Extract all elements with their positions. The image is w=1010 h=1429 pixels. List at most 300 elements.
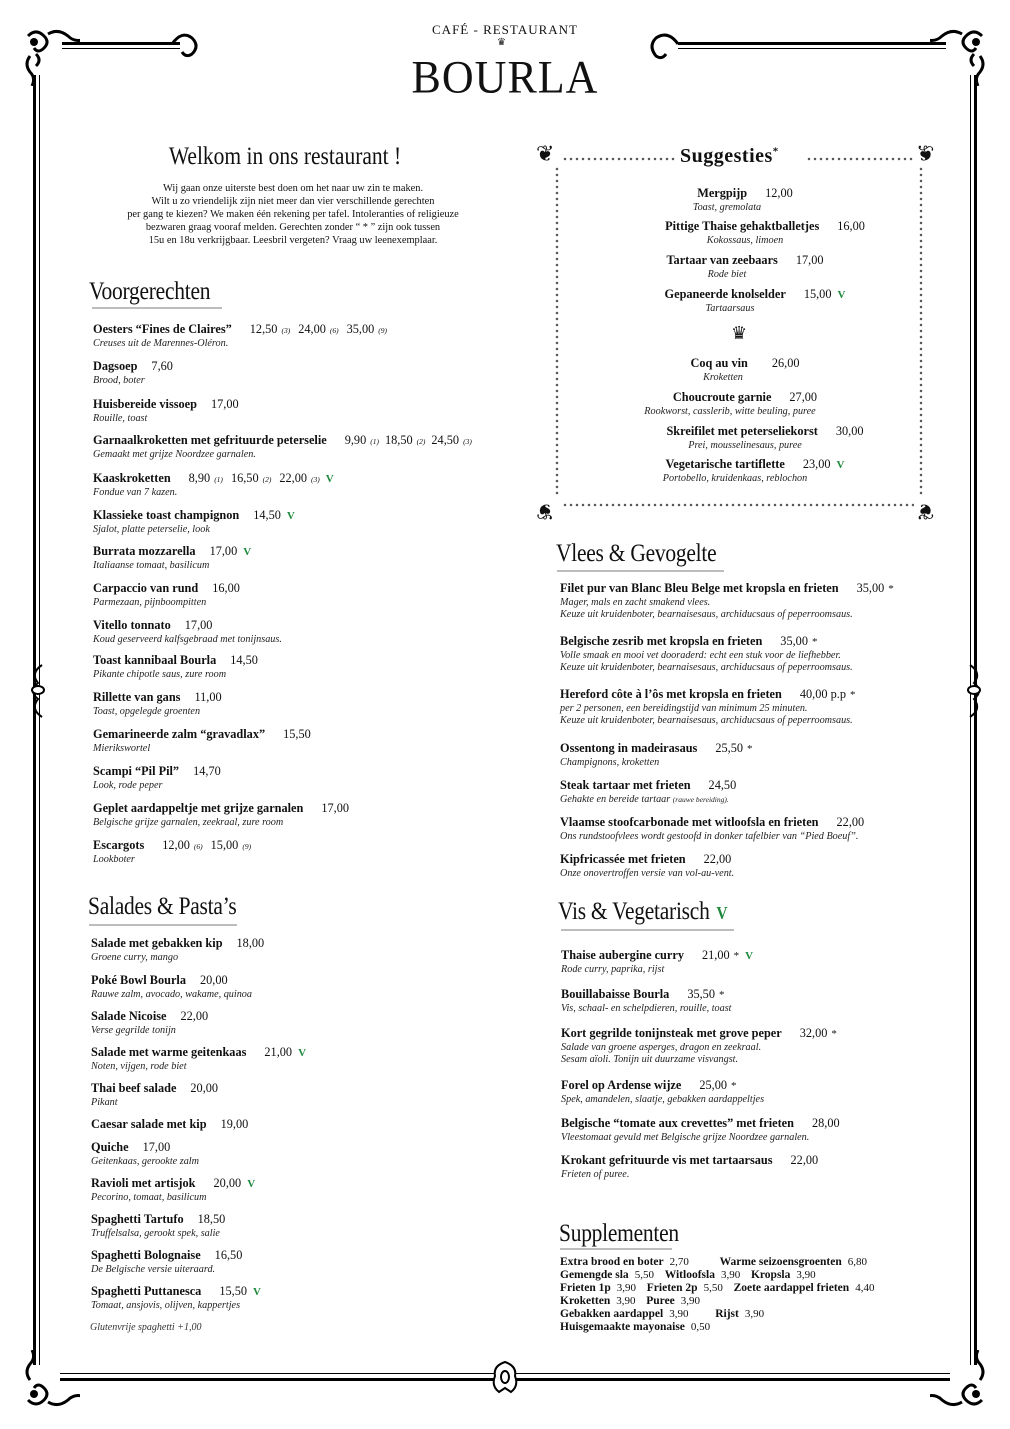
fan-ornament-bottom-right-icon: ❦: [916, 499, 935, 524]
item-name: Garnaalkroketten met gefrituurde peterselie: [93, 433, 327, 447]
menu-item: [93, 579, 240, 609]
menu-item: [560, 685, 855, 727]
scroll-top-left-end-icon: [170, 26, 210, 86]
item-qty: (2): [262, 475, 272, 484]
item-price: 23,00: [802, 457, 831, 471]
menu-item: [93, 651, 258, 681]
item-name: Kaaskroketten: [93, 471, 171, 485]
item-price: 16,50: [230, 471, 259, 485]
asterisk-mark: *: [888, 583, 894, 595]
item-name: Dagsoep: [93, 359, 138, 373]
supplement-name: Kropsla: [750, 1269, 791, 1281]
supplement-name: Witloofsla: [664, 1269, 715, 1281]
item-qty: (6): [329, 326, 339, 335]
item-price: 18,50: [384, 433, 413, 447]
menu-item: [561, 1114, 840, 1144]
fan-ornament-top-right-icon: ❦: [916, 141, 935, 166]
item-price: 24,00: [298, 322, 326, 336]
item-description: Pecorino, tomaat, basilicum: [91, 1192, 207, 1203]
item-description: Lookboter: [93, 854, 135, 865]
item-qty: (9): [242, 842, 252, 851]
supplement-row: [560, 1269, 824, 1281]
frame-left-thin: [39, 75, 40, 1365]
item-name: Geplet aardappeltje met grijze garnalen: [93, 801, 304, 815]
vegetarian-leaf-icon: V: [243, 546, 252, 558]
item-price: 26,00: [771, 356, 800, 370]
menu-item: [560, 850, 734, 880]
item-description: Pikant: [91, 1097, 118, 1108]
item-name: Tartaar van zeebaars: [666, 253, 778, 267]
menu-item: [93, 357, 173, 387]
supplement-price: 4,40: [855, 1282, 875, 1294]
item-price: 35,00: [780, 634, 808, 648]
supplement-row: [560, 1295, 708, 1307]
supplement-price: 3,90: [744, 1308, 765, 1320]
item-description: Noten, vijgen, rode biet: [91, 1061, 187, 1072]
item-description: Pikante chipotle saus, zure room: [93, 669, 227, 680]
item-price: 17,00: [142, 1140, 171, 1154]
section-title: Vlees & Gevogelte: [556, 540, 717, 567]
item-name: Belgische zesrib met kropsla en frieten: [560, 634, 763, 648]
section-underline: [92, 307, 222, 309]
item-price: 15,00: [803, 287, 832, 301]
section-underline: [89, 924, 237, 926]
item-price: 22,00: [180, 1009, 209, 1023]
supplement-name: Gebakken aardappel: [560, 1308, 664, 1320]
item-description: Champignons, kroketten: [560, 757, 660, 768]
scroll-top-right-start-icon: [632, 26, 682, 86]
frame-right-thin: [970, 75, 971, 1365]
item-name: Thaise aubergine curry: [561, 948, 684, 962]
chain-border-top-left: [562, 156, 676, 162]
item-qty: (3): [463, 437, 472, 446]
menu-item: [91, 1079, 218, 1109]
item-description: Toast, opgelegde groenten: [93, 706, 201, 717]
item-price: 12,50: [249, 322, 278, 336]
item-name: Poké Bowl Bourla: [91, 973, 186, 987]
item-description: Rode curry, paprika, rijst: [561, 964, 665, 975]
vegetarian-leaf-icon: V: [247, 1178, 256, 1190]
menu-item: [560, 632, 853, 674]
welcome-text: [78, 182, 508, 247]
item-name: Forel op Ardense wijze: [561, 1078, 682, 1092]
item-price: 24,50: [431, 433, 460, 447]
supplement-name: Rijst: [715, 1308, 739, 1320]
item-qty: (1): [370, 437, 379, 446]
item-description: Verse gegrilde tonijn: [91, 1025, 176, 1036]
gluten-free-note: Glutenvrije spaghetti +1,00: [90, 1322, 202, 1333]
section-title-text: Vis & Vegetarisch: [558, 898, 710, 925]
item-description: Rouille, toast: [93, 413, 148, 424]
item-price: 35,00: [856, 581, 885, 595]
item-description-note: (rauwe bereiding).: [672, 795, 729, 804]
corner-scroll-bottom-right-icon: [930, 1350, 990, 1410]
menu-item: [93, 799, 349, 829]
asterisk-mark: *: [849, 689, 856, 701]
item-description: Brood, boter: [93, 375, 145, 386]
item-description: Sesam aïoli. Tonijn uit duurzame visvangst.: [561, 1054, 739, 1065]
item-description: Rauwe zalm, avocado, wakame, quinoa: [91, 989, 252, 1000]
item-name: Gemarineerde zalm “gravadlax”: [93, 727, 266, 741]
menu-item: [93, 836, 251, 866]
supplement-row: [560, 1308, 772, 1320]
item-price: 16,00: [212, 581, 240, 595]
item-name: Belgische “tomate aux crevettes” met frieten: [561, 1116, 794, 1130]
item-name: Spaghetti Puttanesca: [91, 1284, 202, 1298]
item-price: 12,00: [765, 186, 793, 200]
item-price: 17,00: [321, 801, 350, 815]
supplement-price: 3,90: [669, 1308, 689, 1320]
item-price: 21,00: [264, 1045, 293, 1059]
welcome-line: Wij gaan onze uiterste best doen om het naar uw zin te maken.: [162, 183, 424, 194]
item-name: Gepaneerde knolselder: [664, 287, 786, 301]
supplement-price: 6,80: [847, 1256, 867, 1268]
item-name: Rillette van gans: [93, 690, 181, 704]
item-description: Rode biet: [707, 269, 747, 280]
item-price: 30,00: [835, 424, 864, 438]
item-price: 17,00: [795, 253, 824, 267]
item-name: Ravioli met artisjok: [91, 1176, 196, 1190]
item-name: Bouillabaisse Bourla: [561, 987, 670, 1001]
item-name: Escargots: [93, 838, 145, 852]
supplement-price: 2,70: [669, 1256, 689, 1268]
section-title: Voorgerechten: [89, 278, 211, 305]
item-price: 35,00: [346, 322, 375, 336]
item-name: Coq au vin: [690, 356, 748, 370]
item-description: Keuze uit kruidenboter, bearnaisesaus, archiducsaus of peperroomsaus.: [560, 715, 853, 726]
item-name: Salade met warme geitenkaas: [91, 1045, 247, 1059]
menu-item: [91, 1282, 261, 1312]
welcome-line: 15u en 18u verkrijgbaar. Leesbril vergeten? Vraag uw leenexemplaar.: [148, 235, 438, 246]
asterisk-mark: *: [718, 989, 725, 1001]
supplement-price: 3,90: [796, 1269, 816, 1281]
item-price: 22,00: [279, 471, 308, 485]
item-description: Kokossaus, limoen: [706, 235, 784, 246]
item-description: Parmezaan, pijnboompitten: [93, 597, 207, 608]
item-name: Hereford côte à l’ôs met kropsla en frieten: [560, 687, 782, 701]
menu-item: [561, 946, 753, 976]
item-description: Fondue van 7 kazen.: [93, 487, 178, 498]
supplement-price: 3,90: [720, 1269, 741, 1281]
item-price: 14,50: [253, 508, 281, 522]
item-price: 9,90: [344, 433, 367, 447]
chain-border-top-right: [806, 156, 914, 162]
asterisk-mark: *: [733, 950, 740, 962]
item-name: Steak tartaar met frieten: [560, 778, 691, 792]
asterisk-mark: *: [831, 1028, 837, 1040]
item-description: Tomaat, ansjovis, olijven, kappertjes: [91, 1300, 241, 1311]
item-price: 19,00: [220, 1117, 249, 1131]
menu-item: [91, 1138, 199, 1168]
item-name: Caesar salade met kip: [91, 1117, 207, 1131]
item-name: Salade Nicoise: [91, 1009, 167, 1023]
menu-item: [91, 1007, 208, 1037]
crown-icon: ♛: [497, 37, 506, 48]
item-description: Rookworst, casslerib, witte beuling, puree: [644, 406, 816, 417]
item-name: Kipfricassée met frieten: [560, 852, 686, 866]
item-price: 40,00 p.p: [799, 687, 846, 701]
item-qty: (3): [311, 475, 320, 484]
supplement-name: Gemengde sla: [560, 1269, 629, 1281]
frame-right-bar: [974, 75, 977, 1365]
menu-item: [561, 1076, 764, 1106]
item-description: Gemaakt met grijze Noordzee garnalen.: [93, 449, 256, 460]
welcome-line: Wilt u zo vriendelijk zijn niet meer dan vier verschillende gerechten: [151, 196, 435, 207]
item-description: Truffelsalsa, gerookt spek, salie: [91, 1228, 220, 1239]
vegetarian-leaf-icon: V: [716, 903, 728, 923]
frame-left-bar: [33, 75, 36, 1365]
menu-item: [93, 431, 472, 461]
menu-item: [620, 251, 870, 281]
asterisk-mark: *: [747, 743, 753, 755]
item-price: 22,00: [790, 1153, 819, 1167]
item-price: 35,50: [687, 987, 715, 1001]
vegetarian-leaf-icon: V: [745, 950, 754, 962]
menu-item: [91, 1174, 255, 1204]
item-price: 20,00: [190, 1081, 219, 1095]
item-name: Thai beef salade: [91, 1081, 177, 1095]
supplement-row: [560, 1282, 882, 1294]
menu-item: [560, 813, 864, 843]
menu-item: [91, 1210, 225, 1240]
item-price: 16,50: [214, 1248, 243, 1262]
welcome-line: per gang te kiezen? We maken één rekening per tafel. Intoleranties of religieuze: [127, 209, 459, 220]
asterisk-mark: *: [772, 145, 779, 158]
menu-item: [600, 388, 890, 418]
item-name: Spaghetti Tartufo: [91, 1212, 184, 1226]
item-description: Vis, schaal- en schelpdieren, rouille, toast: [561, 1003, 732, 1014]
item-price: 17,00: [184, 618, 213, 632]
menu-item: [93, 762, 221, 792]
item-description: Keuze uit kruidenboter, bearnaisesaus, archiducsaus of peperroomsaus.: [560, 609, 853, 620]
supplement-name: Extra brood en boter: [560, 1256, 664, 1268]
item-name: Krokant gefrituurde vis met tartaarsaus: [561, 1153, 773, 1167]
suggesties-title-text: Suggesties: [680, 145, 773, 167]
menu-item: [561, 1024, 837, 1066]
vegetarian-leaf-icon: V: [837, 289, 846, 301]
item-description: Italiaanse tomaat, basilicum: [93, 560, 210, 571]
menu-item: [560, 739, 753, 769]
fan-ornament-top-left-icon: ❦: [536, 141, 555, 166]
brand-subtitle: CAFÉ - RESTAURANT: [432, 22, 578, 37]
item-price: 12,00: [162, 838, 190, 852]
supplement-price: 0,50: [690, 1321, 711, 1333]
item-price: 14,70: [193, 764, 221, 778]
item-price: 16,00: [837, 219, 865, 233]
item-price: 15,50: [219, 1284, 248, 1298]
supplement-row: [560, 1321, 718, 1333]
item-name: Oesters “Fines de Claires”: [93, 322, 232, 336]
item-qty: (3): [281, 326, 291, 335]
menu-item: [93, 542, 251, 572]
item-price: 24,50: [708, 778, 737, 792]
item-price: 15,00: [210, 838, 239, 852]
vegetarian-leaf-icon: V: [286, 510, 295, 522]
frame-top-right-thin: [678, 48, 946, 49]
side-ornament-right-icon: [960, 660, 990, 720]
item-name: Vlaamse stoofcarbonade met witloofsla en frieten: [560, 815, 819, 829]
item-description: per 2 personen, een bereidingstijd van minimum 25 minuten.: [560, 703, 808, 714]
item-description: [560, 794, 736, 806]
section-title: [558, 898, 727, 926]
supplement-price: 3,90: [616, 1282, 637, 1294]
vegetarian-leaf-icon: V: [298, 1047, 307, 1059]
frame-top-right-bar: [678, 42, 946, 45]
menu-item: [620, 354, 870, 384]
item-description: Sjalot, platte peterselie, look: [93, 524, 210, 535]
item-price: 18,50: [197, 1212, 226, 1226]
asterisk-mark: *: [731, 1080, 737, 1092]
item-price: 20,00: [199, 973, 228, 987]
item-name: Vegetarische tartiflette: [665, 457, 785, 471]
item-description: Prei, mousselinesaus, puree: [688, 440, 802, 451]
item-description: De Belgische versie uiteraard.: [91, 1264, 216, 1275]
brand-title: BOURLA: [411, 51, 599, 104]
item-qty: (1): [214, 475, 223, 484]
item-name: Spaghetti Bolognaise: [91, 1248, 201, 1262]
menu-item: [560, 579, 894, 621]
corner-scroll-bottom-left-icon: [20, 1350, 80, 1410]
vegetarian-leaf-icon: V: [836, 459, 845, 471]
bottom-center-ornament-icon: [480, 1360, 530, 1396]
menu-item: [91, 971, 252, 1001]
menu-item: [620, 285, 890, 315]
suggesties-title: [680, 145, 779, 168]
supplement-name: Frieten 1p: [560, 1282, 611, 1294]
menu-item: [91, 1043, 306, 1073]
item-name: Kort gegrilde tonijnsteak met grove peper: [561, 1026, 782, 1040]
item-price: 22,00: [703, 852, 732, 866]
item-price: 15,50: [283, 727, 311, 741]
item-price: 27,00: [789, 390, 818, 404]
item-description: Ons rundstoofvlees wordt gestoofd in donker tafelbier van “Pied Boeuf”.: [560, 831, 859, 842]
item-name: Filet pur van Blanc Bleu Belge met kropsla en frieten: [560, 581, 839, 595]
supplement-name: Puree: [646, 1295, 675, 1307]
item-description: Mierikswortel: [93, 743, 151, 754]
section-underline: [560, 1248, 672, 1250]
welcome-line: bezwaren graag vooraf melden. Gerechten zonder “ * ” zijn ook tussen: [145, 222, 441, 233]
item-description: Frieten of puree.: [561, 1169, 630, 1180]
menu-item: [91, 934, 264, 964]
side-ornament-left-icon: [22, 660, 52, 720]
item-price: 11,00: [194, 690, 222, 704]
item-name: Klassieke toast champignon: [93, 508, 240, 522]
crown-divider-icon: ♛: [731, 323, 748, 343]
menu-item: [620, 422, 910, 452]
item-name: Pittige Thaise gehaktballetjes: [665, 219, 820, 233]
vegetarian-leaf-icon: V: [325, 473, 334, 485]
item-qty: (2): [416, 437, 426, 446]
supplement-price: 5,50: [634, 1269, 654, 1281]
supplement-name: Frieten 2p: [646, 1282, 698, 1294]
menu-item: [91, 1246, 242, 1276]
item-price: 22,00: [836, 815, 865, 829]
item-qty: (6): [193, 842, 203, 851]
item-description-text: Gehakte en bereide tartaar: [560, 794, 671, 805]
item-description: Keuze uit kruidenboter, bearnaisesaus, archiducsaus of peperroomsaus.: [560, 662, 853, 673]
chain-border-left: [554, 166, 560, 496]
section-title: Salades & Pasta’s: [88, 893, 237, 920]
menu-item: [561, 1151, 818, 1181]
item-name: Quiche: [91, 1140, 129, 1154]
item-price: 21,00: [701, 948, 730, 962]
vegetarian-leaf-icon: V: [253, 1286, 261, 1298]
item-description: Toast, gremolata: [692, 202, 762, 213]
item-qty: (9): [378, 326, 388, 335]
supplement-name: Huisgemaakte mayonaise: [560, 1321, 685, 1333]
menu-item: [93, 320, 387, 350]
section-title: Supplementen: [559, 1220, 679, 1247]
item-description: Belgische grijze garnalen, zeekraal, zure room: [93, 817, 284, 828]
item-price: 25,50: [715, 741, 744, 755]
item-description: Onze onovertroffen versie van vol-au-vent.: [560, 868, 735, 879]
chain-border-bottom: [562, 502, 914, 508]
menu-item: [93, 616, 282, 646]
menu-item: [93, 395, 239, 425]
item-name: Scampi “Pil Pil”: [93, 764, 180, 778]
supplement-price: 3,90: [680, 1295, 701, 1307]
menu-item: [93, 688, 222, 718]
supplement-name: Kroketten: [560, 1295, 611, 1307]
item-price: 25,00: [699, 1078, 727, 1092]
fan-ornament-bottom-left-icon: ❦: [536, 499, 555, 524]
item-name: Huisbereide vissoep: [93, 397, 197, 411]
item-description: Volle smaak en mooi vet dooraderd: echt een stuk voor de liefhebber.: [560, 650, 841, 661]
supplement-name: Zoete aardappel frieten: [733, 1282, 850, 1294]
item-name: Burrata mozzarella: [93, 544, 196, 558]
asterisk-mark: *: [811, 636, 818, 648]
item-price: 32,00: [799, 1026, 828, 1040]
chain-border-right: [918, 166, 924, 496]
item-price: 17,00: [209, 544, 238, 558]
welcome-title: Welkom in ons restaurant !: [168, 143, 402, 170]
item-price: 28,00: [811, 1116, 840, 1130]
item-price: 8,90: [188, 471, 211, 485]
item-price: 14,50: [230, 653, 258, 667]
item-price: 20,00: [213, 1176, 242, 1190]
item-price: 7,60: [151, 359, 173, 373]
menu-item: [600, 184, 890, 214]
menu-item: [620, 455, 890, 485]
menu-item: [93, 469, 334, 499]
menu-item: [620, 217, 910, 247]
item-price: 17,00: [210, 397, 239, 411]
item-description: Look, rode peper: [93, 780, 163, 791]
item-description: Portobello, kruidenkaas, reblochon: [662, 473, 808, 484]
menu-item: [561, 985, 732, 1015]
corner-scroll-top-right-icon: [930, 26, 990, 86]
menu-item: [93, 725, 311, 755]
supplement-price: 5,50: [703, 1282, 723, 1294]
menu-item: [91, 1115, 248, 1133]
item-name: Ossentong in madeirasaus: [560, 741, 698, 755]
item-price: 18,00: [236, 936, 265, 950]
item-name: Salade met gebakken kip: [91, 936, 223, 950]
item-description: Kroketten: [703, 372, 743, 383]
item-description: Groene curry, mango: [91, 952, 179, 963]
item-name: Carpaccio van rund: [93, 581, 199, 595]
item-description: Vleestomaat gevuld met Belgische grijze Noordzee garnalen.: [561, 1132, 810, 1143]
menu-item: [560, 776, 736, 806]
item-description: Geitenkaas, gerookte zalm: [91, 1156, 199, 1167]
section-underline: [561, 929, 734, 931]
supplement-price: 3,90: [616, 1295, 636, 1307]
supplement-row: [560, 1256, 875, 1268]
corner-scroll-top-left-icon: [20, 26, 80, 86]
supplement-name: Warme seizoensgroenten: [719, 1256, 842, 1268]
section-underline: [557, 570, 724, 572]
menu-item: [93, 506, 295, 536]
